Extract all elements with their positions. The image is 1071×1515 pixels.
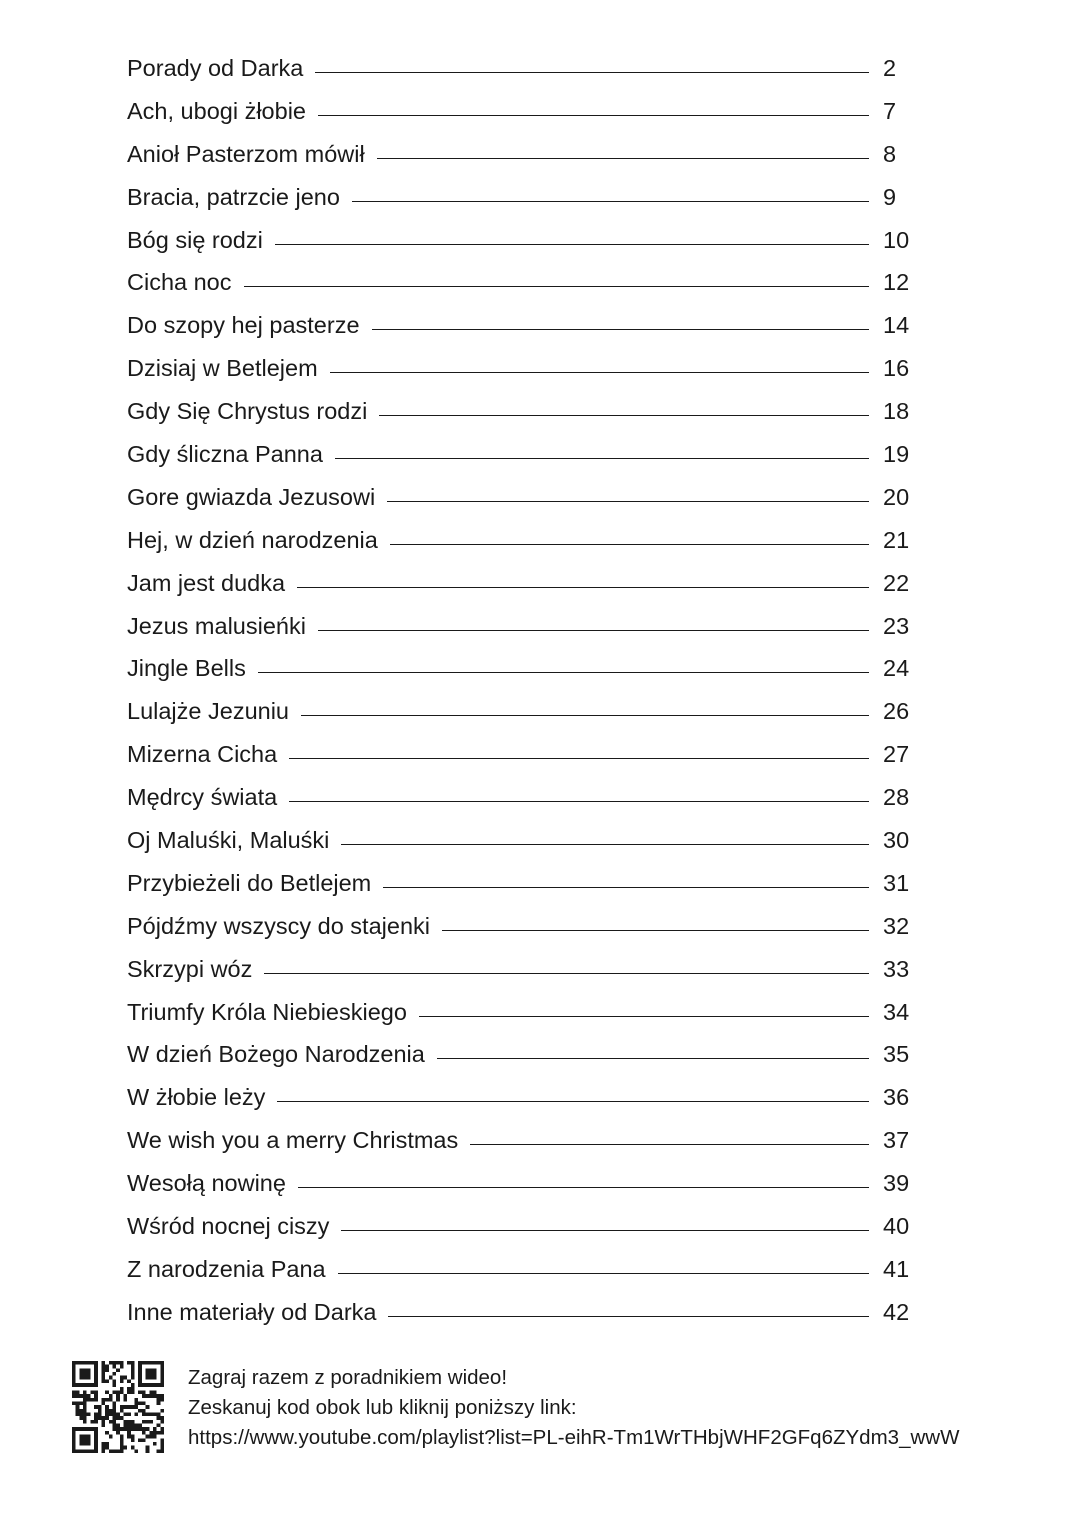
toc-entry-title: Anioł Pasterzom mówił: [127, 140, 365, 167]
toc-entry-title: Pójdźmy wszyscy do stajenki: [127, 912, 430, 939]
toc-leader-line: [315, 72, 869, 73]
toc-leader-line: [388, 1316, 869, 1317]
toc-entry-title: Oj Maluśki, Maluśki: [127, 826, 330, 853]
toc-leader-line: [341, 1230, 869, 1231]
toc-entry-title: Bracia, patrzcie jeno: [127, 183, 340, 210]
toc-leader-line: [289, 801, 869, 802]
toc-entry[interactable]: [127, 47, 912, 90]
toc-leader-line: [387, 501, 869, 502]
toc-entry[interactable]: [127, 304, 912, 347]
toc-entry-title: We wish you a merry Christmas: [127, 1127, 459, 1154]
toc-entry-title: Hej, w dzień narodzenia: [127, 526, 378, 553]
toc-leader-line: [338, 1273, 869, 1274]
table-of-contents: [127, 47, 912, 1334]
toc-entry-title: Gdy Się Chrystus rodzi: [127, 398, 368, 425]
toc-entry-page: 31: [883, 869, 910, 896]
toc-entry-page: 35: [883, 1041, 910, 1068]
toc-entry[interactable]: [127, 862, 912, 905]
toc-entry-title: W żłobie leży: [127, 1084, 266, 1111]
toc-entry-title: Z narodzenia Pana: [127, 1255, 326, 1282]
toc-leader-line: [318, 115, 869, 116]
toc-entry-page: 27: [883, 741, 910, 768]
toc-entry[interactable]: [127, 647, 912, 690]
toc-entry[interactable]: [127, 1291, 912, 1334]
toc-entry[interactable]: [127, 991, 912, 1034]
toc-leader-line: [437, 1058, 869, 1059]
toc-entry[interactable]: [127, 1119, 912, 1162]
toc-entry-page: 40: [883, 1212, 910, 1239]
toc-entry-page: 16: [883, 355, 910, 382]
toc-entry-title: W dzień Bożego Narodzenia: [127, 1041, 425, 1068]
toc-leader-line: [277, 1101, 869, 1102]
toc-entry[interactable]: [127, 819, 912, 862]
toc-entry-page: 28: [883, 784, 910, 811]
toc-entry-page: 39: [883, 1170, 910, 1197]
toc-entry[interactable]: [127, 519, 912, 562]
toc-leader-line: [383, 887, 869, 888]
toc-entry[interactable]: [127, 1033, 912, 1076]
toc-entry[interactable]: [127, 261, 912, 304]
toc-entry[interactable]: [127, 948, 912, 991]
toc-leader-line: [372, 329, 869, 330]
toc-leader-line: [377, 158, 869, 159]
toc-leader-line: [341, 844, 869, 845]
toc-entry-page: 7: [883, 97, 897, 124]
toc-entry[interactable]: [127, 219, 912, 262]
toc-entry-page: 8: [883, 140, 897, 167]
toc-entry-title: Gore gwiazda Jezusowi: [127, 483, 376, 510]
toc-entry[interactable]: [127, 1205, 912, 1248]
toc-entry-page: 37: [883, 1127, 910, 1154]
toc-entry-page: 24: [883, 655, 910, 682]
toc-leader-line: [297, 587, 869, 588]
toc-entry[interactable]: [127, 776, 912, 819]
toc-leader-line: [470, 1144, 869, 1145]
toc-entry-page: 34: [883, 998, 910, 1025]
toc-entry-page: 41: [883, 1255, 910, 1282]
toc-entry-page: 18: [883, 398, 910, 425]
toc-entry-title: Mizerna Cicha: [127, 741, 278, 768]
toc-entry-page: 23: [883, 612, 910, 639]
toc-entry-title: Lulajże Jezuniu: [127, 698, 289, 725]
toc-entry-page: 14: [883, 312, 910, 339]
toc-entry[interactable]: [127, 390, 912, 433]
toc-entry-title: Skrzypi wóz: [127, 955, 253, 982]
toc-entry-title: Porady od Darka: [127, 54, 304, 81]
footer-line-1: Zagraj razem z poradnikiem wideo!: [188, 1366, 508, 1389]
toc-entry-page: 30: [883, 826, 910, 853]
footer-line-2: Zeskanuj kod obok lub kliknij poniższy link:: [188, 1396, 577, 1419]
toc-entry-page: 2: [883, 54, 897, 81]
toc-entry-title: Ach, ubogi żłobie: [127, 97, 306, 124]
toc-entry[interactable]: [127, 133, 912, 176]
toc-leader-line: [419, 1016, 869, 1017]
toc-leader-line: [264, 973, 869, 974]
toc-leader-line: [379, 415, 869, 416]
toc-entry[interactable]: [127, 476, 912, 519]
toc-entry-page: 10: [883, 226, 910, 253]
toc-entry-title: Inne materiały od Darka: [127, 1298, 377, 1325]
toc-leader-line: [352, 201, 869, 202]
toc-entry-title: Cicha noc: [127, 269, 232, 296]
toc-entry-title: Dzisiaj w Betlejem: [127, 355, 318, 382]
toc-entry[interactable]: [127, 347, 912, 390]
toc-entry-title: Wesołą nowinę: [127, 1170, 286, 1197]
toc-entry[interactable]: [127, 90, 912, 133]
toc-entry[interactable]: [127, 176, 912, 219]
toc-leader-line: [289, 758, 869, 759]
toc-leader-line: [318, 630, 869, 631]
toc-leader-line: [258, 672, 869, 673]
toc-leader-line: [390, 544, 869, 545]
toc-entry-page: 32: [883, 912, 910, 939]
toc-entry[interactable]: [127, 1248, 912, 1291]
toc-entry[interactable]: [127, 562, 912, 605]
toc-entry[interactable]: [127, 690, 912, 733]
toc-entry-page: 20: [883, 483, 910, 510]
toc-entry-page: 21: [883, 526, 910, 553]
toc-leader-line: [275, 244, 869, 245]
toc-leader-line: [330, 372, 869, 373]
toc-entry-title: Przybieżeli do Betlejem: [127, 869, 372, 896]
toc-entry-title: Triumfy Króla Niebieskiego: [127, 998, 407, 1025]
toc-entry-title: Jingle Bells: [127, 655, 246, 682]
toc-leader-line: [335, 458, 869, 459]
footer-text: [188, 1363, 959, 1453]
toc-entry[interactable]: [127, 733, 912, 776]
toc-leader-line: [442, 930, 869, 931]
toc-entry-title: Mędrcy świata: [127, 784, 278, 811]
toc-entry-title: Wśród nocnej ciszy: [127, 1212, 330, 1239]
toc-entry-title: Do szopy hej pasterze: [127, 312, 360, 339]
toc-entry-title: Jam jest dudka: [127, 569, 286, 596]
toc-entry-page: 19: [883, 440, 910, 467]
toc-entry-page: 22: [883, 569, 910, 596]
toc-leader-line: [244, 286, 870, 287]
footer: [72, 1361, 1032, 1453]
toc-entry-title: Jezus malusieńki: [127, 612, 306, 639]
toc-entry[interactable]: [127, 1076, 912, 1119]
qr-code-icon[interactable]: [72, 1361, 164, 1453]
toc-entry[interactable]: [127, 605, 912, 648]
toc-leader-line: [301, 715, 869, 716]
toc-entry-page: 33: [883, 955, 910, 982]
toc-entry-title: Bóg się rodzi: [127, 226, 263, 253]
toc-entry[interactable]: [127, 433, 912, 476]
toc-entry-page: 36: [883, 1084, 910, 1111]
toc-entry-page: 12: [883, 269, 910, 296]
toc-entry[interactable]: [127, 1162, 912, 1205]
toc-entry-page: 26: [883, 698, 910, 725]
toc-entry[interactable]: [127, 905, 912, 948]
toc-entry-page: 42: [883, 1298, 910, 1325]
toc-leader-line: [298, 1187, 869, 1188]
toc-entry-page: 9: [883, 183, 897, 210]
playlist-link[interactable]: https://www.youtube.com/playlist?list=PL-eihR-Tm1WrTHbjWHF2GFq6ZYdm3_wwW: [188, 1426, 960, 1449]
toc-entry-title: Gdy śliczna Panna: [127, 440, 323, 467]
